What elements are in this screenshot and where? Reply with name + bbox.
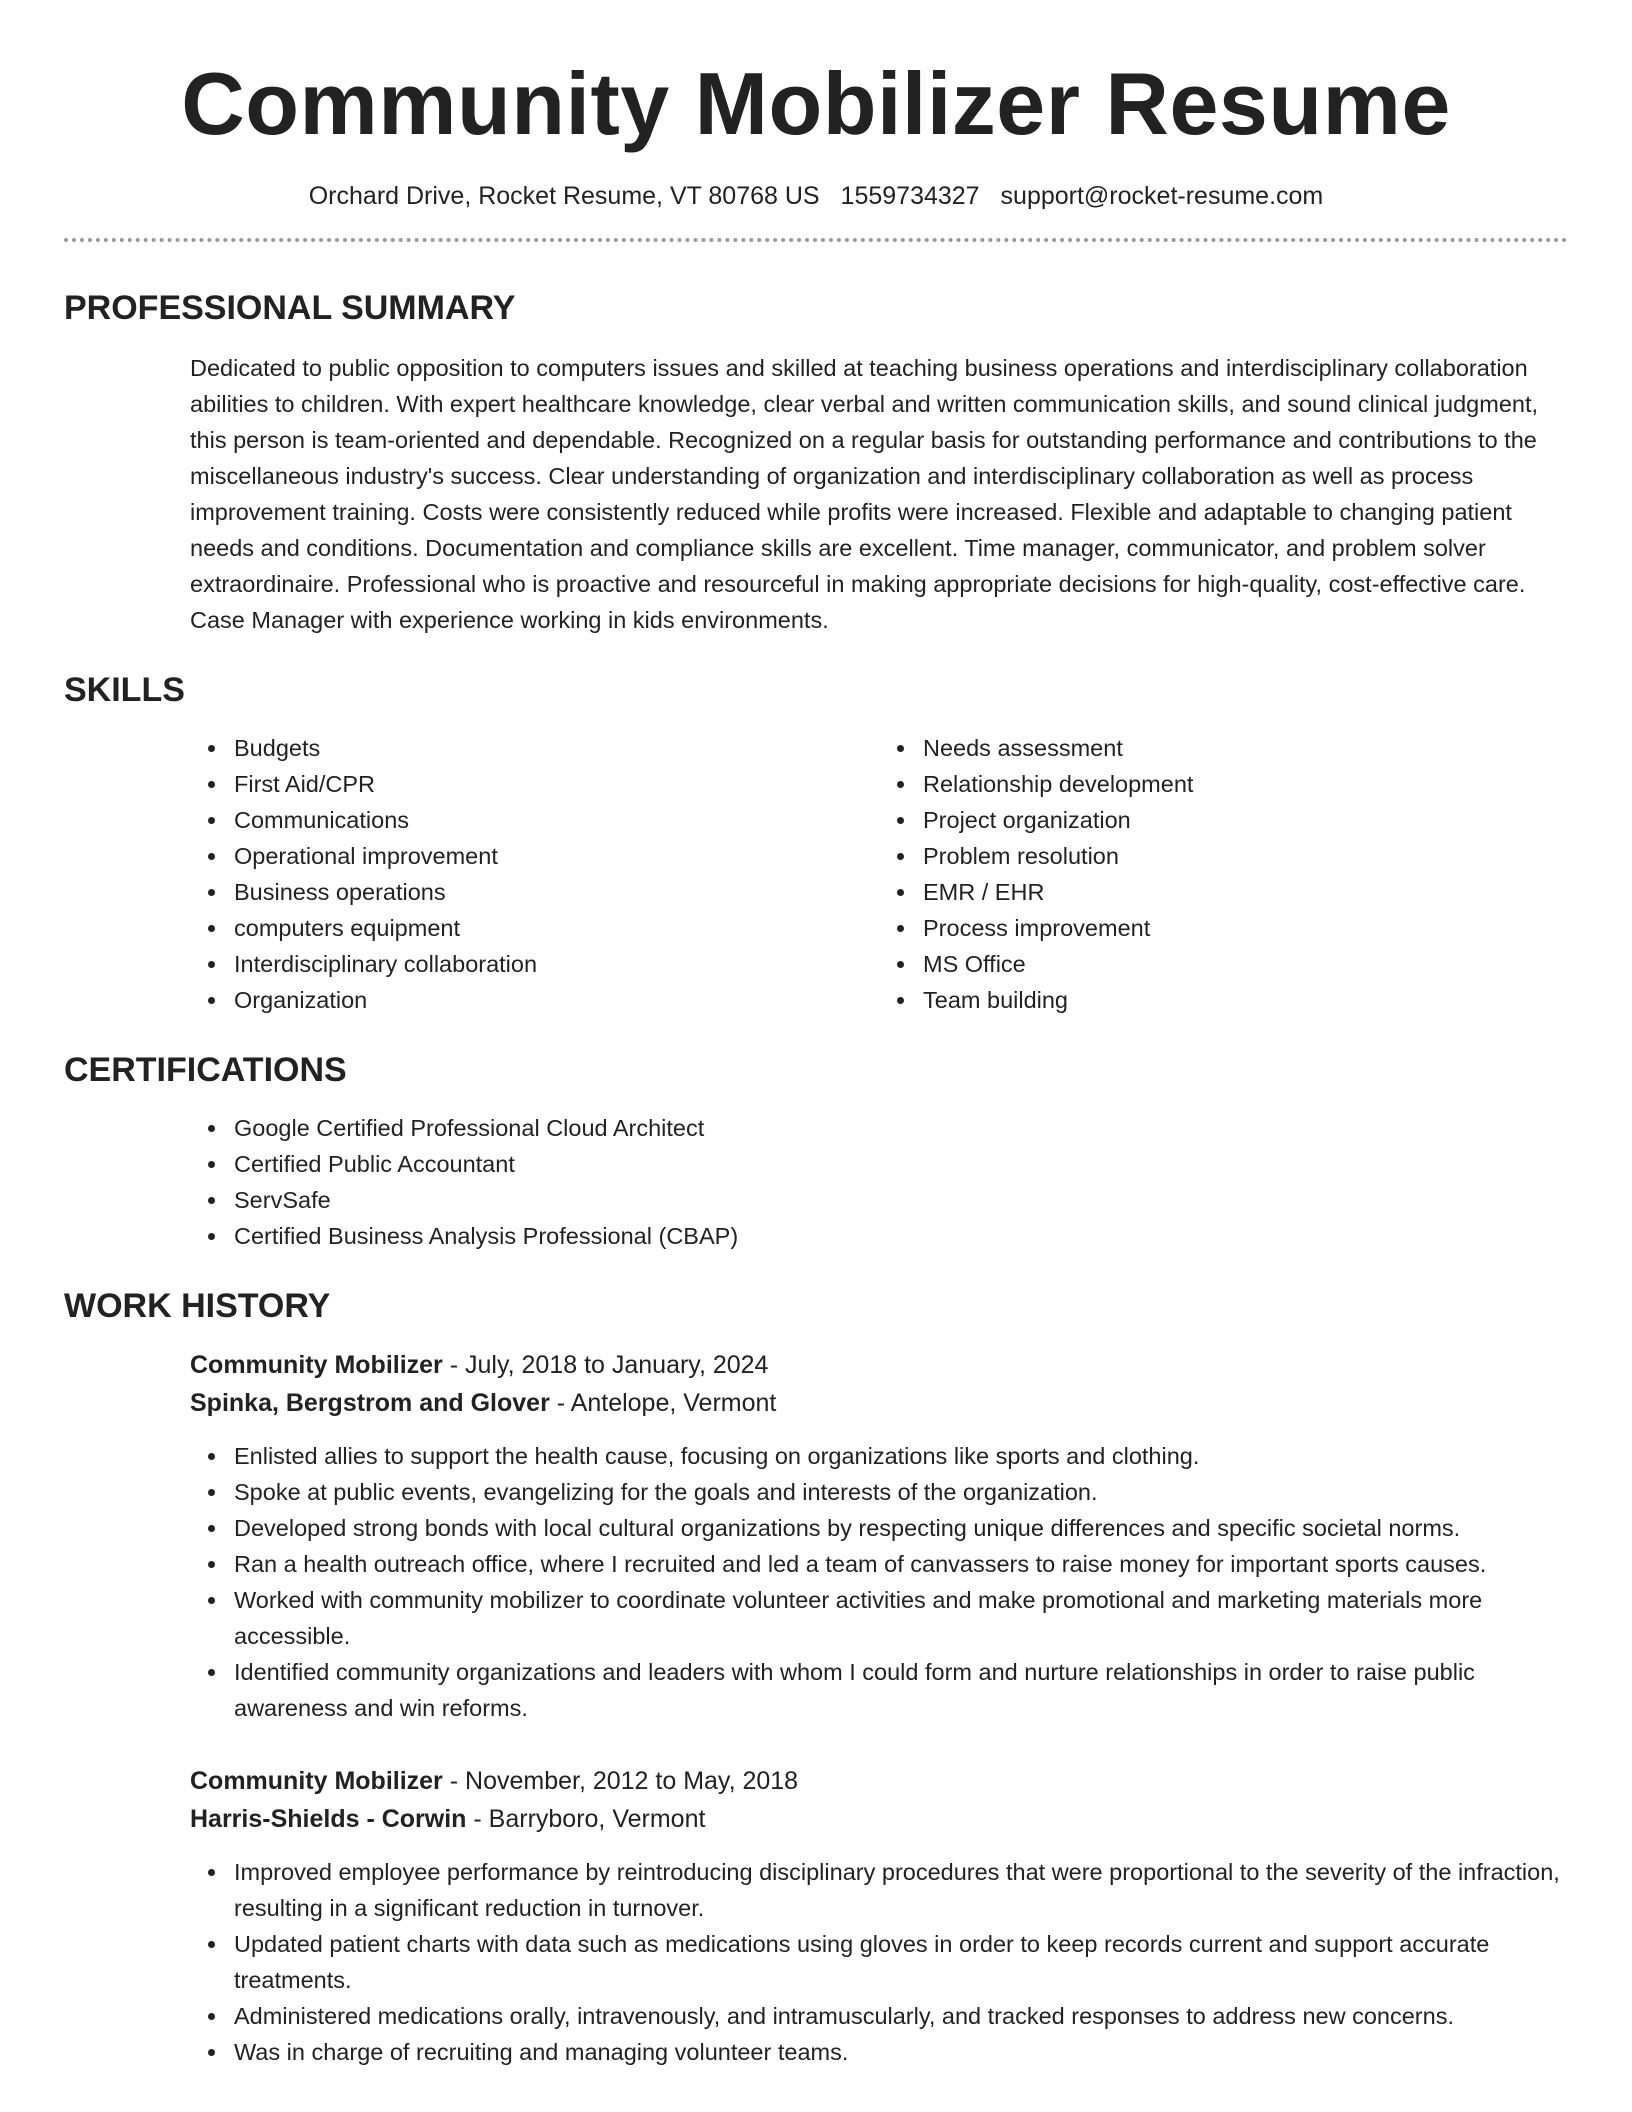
certification-item: ServSafe: [234, 1182, 1568, 1218]
summary-text: Dedicated to public opposition to computers issues and skilled at teaching business operations and interdisciplinary collaboration abilities to children. With expert healthcare knowledge, clear verbal and written communication skills, and sound clinical judgment, this person is team-oriented and dependable. Recognized on a regular basis for outstanding performance and contributions to the miscellaneous industry's success. Clear understanding of organization and interdisciplinary collaboration as well as process improvement training. Costs were consistently reduced while profits were increased. Flexible and adaptable to changing patient needs and conditions. Documentation and compliance skills are excellent. Time manager, communicator, and problem solver extraordinaire. Professional who is proactive and resourceful in making appropriate decisions for high-quality, cost-effective care. Case Manager with experience working in kids environments.: [190, 355, 1539, 633]
job-bullets: [190, 1438, 1568, 1726]
job-company-line: [190, 1800, 1568, 1838]
job-title: Community Mobilizer: [190, 1767, 443, 1795]
skill-item: Operational improvement: [234, 838, 879, 874]
job-bullet: Identified community organizations and leaders with whom I could form and nurture relationships in order to raise public awareness and win reforms.: [234, 1654, 1568, 1726]
certifications-section: [64, 1050, 1568, 1254]
job-bullet: Ran a health outreach office, where I recruited and led a team of canvassers to raise money for important sports causes.: [234, 1546, 1568, 1582]
skill-item: Business operations: [234, 874, 879, 910]
job-dates: - November, 2012 to May, 2018: [442, 1767, 799, 1795]
job-bullet: Developed strong bonds with local cultural organizations by respecting unique differences and specific societal norms.: [234, 1510, 1568, 1546]
skills-list-right: [879, 730, 1568, 1018]
skill-item: Budgets: [234, 730, 879, 766]
job-dates: - July, 2018 to January, 2024: [442, 1351, 769, 1379]
job-entry: [190, 1346, 1568, 1726]
skill-item: EMR / EHR: [923, 874, 1568, 910]
certifications-heading: CERTIFICATIONS: [64, 1051, 347, 1089]
job-bullet: Administered medications orally, intravenously, and intramuscularly, and tracked responses to address new concerns.: [234, 1998, 1568, 2034]
work-history-heading: WORK HISTORY: [64, 1287, 331, 1325]
job-entry: [190, 1762, 1568, 2070]
work-history-section: [64, 1286, 1568, 2070]
resume-title: Community Mobilizer Resume: [181, 54, 1451, 153]
certification-item: Certified Business Analysis Professional (CBAP): [234, 1218, 1568, 1254]
resume-page: [64, 0, 1568, 2112]
skill-item: Process improvement: [923, 910, 1568, 946]
skill-item: Communications: [234, 802, 879, 838]
skills-list-left: [190, 730, 879, 1018]
skill-item: computers equipment: [234, 910, 879, 946]
job-bullet: Enlisted allies to support the health cause, focusing on organizations like sports and clothing.: [234, 1438, 1568, 1474]
job-company: Spinka, Bergstrom and Glover: [190, 1389, 550, 1417]
job-location: - Barryboro, Vermont: [466, 1805, 706, 1833]
skills-columns: [190, 730, 1568, 1018]
summary-section: [64, 288, 1568, 638]
header-divider: [64, 238, 1568, 242]
job-bullet: Worked with community mobilizer to coordinate volunteer activities and make promotional and marketing materials more accessible.: [234, 1582, 1568, 1654]
contact-line: [64, 180, 1568, 212]
certification-item: Google Certified Professional Cloud Architect: [234, 1110, 1568, 1146]
job-bullet: Updated patient charts with data such as medications using gloves in order to keep records current and support accurate treatments.: [234, 1926, 1568, 1998]
job-bullet: Improved employee performance by reintroducing disciplinary procedures that were proportional to the severity of the infraction, resulting in a significant reduction in turnover.: [234, 1854, 1568, 1926]
skill-item: Project organization: [923, 802, 1568, 838]
skill-item: Organization: [234, 982, 879, 1018]
contact-email: support@rocket-resume.com: [1000, 182, 1324, 210]
skill-item: Problem resolution: [923, 838, 1568, 874]
job-title: Community Mobilizer: [190, 1351, 443, 1379]
job-title-line: [190, 1346, 1568, 1384]
skill-item: First Aid/CPR: [234, 766, 879, 802]
job-bullets: [190, 1854, 1568, 2070]
summary-heading: PROFESSIONAL SUMMARY: [64, 289, 516, 327]
certification-item: Certified Public Accountant: [234, 1146, 1568, 1182]
skill-item: Team building: [923, 982, 1568, 1018]
skill-item: MS Office: [923, 946, 1568, 982]
skills-heading: SKILLS: [64, 671, 185, 709]
job-location: - Antelope, Vermont: [549, 1389, 777, 1417]
job-bullet: Spoke at public events, evangelizing for the goals and interests of the organization.: [234, 1474, 1568, 1510]
skills-section: [64, 670, 1568, 1018]
job-company-line: [190, 1384, 1568, 1422]
job-company: Harris-Shields - Corwin: [190, 1805, 467, 1833]
job-bullet: Was in charge of recruiting and managing volunteer teams.: [234, 2034, 1568, 2070]
skill-item: Relationship development: [923, 766, 1568, 802]
skill-item: Interdisciplinary collaboration: [234, 946, 879, 982]
contact-phone: 1559734327: [840, 182, 980, 210]
contact-address: Orchard Drive, Rocket Resume, VT 80768 US: [308, 182, 820, 210]
job-title-line: [190, 1762, 1568, 1800]
skill-item: Needs assessment: [923, 730, 1568, 766]
certifications-list: [190, 1110, 1568, 1254]
